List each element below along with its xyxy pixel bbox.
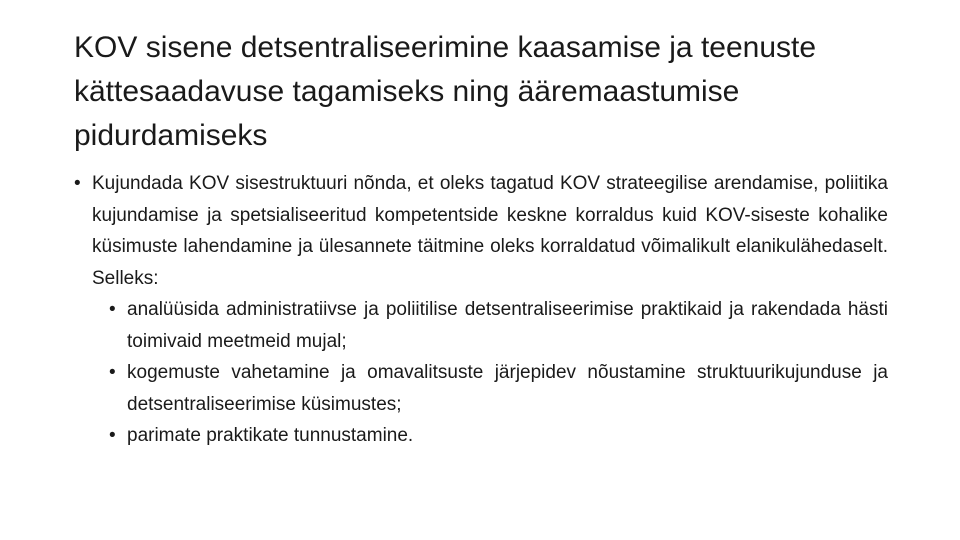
sub-bullet [109,420,888,452]
sub-bullet-text: analüüsida administratiivse ja poliitilise detsentraliseerimise praktikaid ja rakendada hästi toimivaid meetmeid mujal; [127,299,888,352]
bullet-marker: • [74,173,81,194]
sub-bullet [109,294,888,357]
sub-bullet [109,357,888,420]
main-bullet-text: Kujundada KOV sisestruktuuri nõnda, et oleks tagatud KOV strateegilise arendamise, poliitika kujundamise ja spetsialiseeritud kompetentside keskne korraldus kuid KOV-siseste kohalike küsimuste lahendamine ja ülesannete täitmine oleks korraldatud võimalikult elanikulähedaselt. Selleks: [92,173,888,289]
slide-content [74,168,888,452]
sub-bullet-text: parimate praktikate tunnustamine. [127,425,414,446]
main-bullet [74,168,888,294]
bullet-marker: • [109,362,116,383]
sub-bullet-text: kogemuste vahetamine ja omavalitsuste järjepidev nõustamine struktuurikujunduse ja detsentraliseerimise küsimustes; [127,362,888,415]
slide-title: KOV sisene detsentraliseerimine kaasamise ja teenuste kättesaadavuse tagamiseks ning ääremaastumise pidurdamiseks [74,31,817,152]
bullet-marker: • [109,299,116,320]
bullet-marker: • [109,425,116,446]
